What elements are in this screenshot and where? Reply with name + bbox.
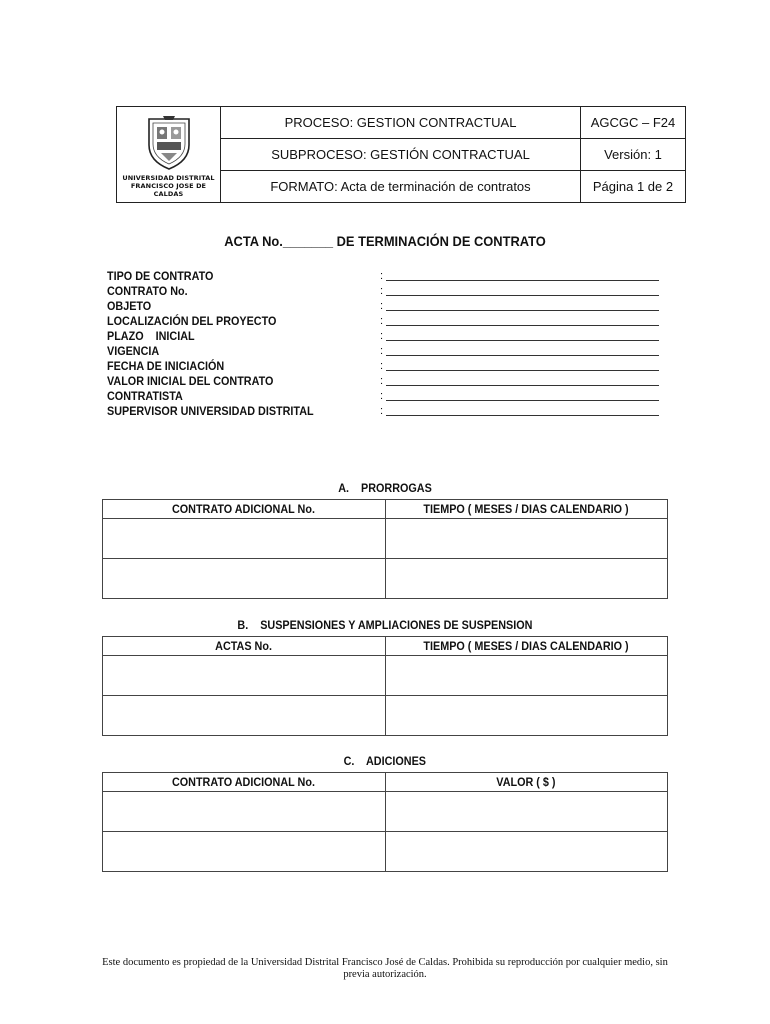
field-input-line[interactable] <box>386 405 659 416</box>
field-colon: : <box>380 284 384 297</box>
proceso-label: PROCESO: GESTION CONTRACTUAL <box>221 107 580 139</box>
table-cell[interactable] <box>103 696 386 736</box>
table-header-row <box>103 637 668 656</box>
section-c-title <box>0 754 770 768</box>
document-header <box>116 106 686 203</box>
section-c-title-text: C. ADICIONES <box>343 754 427 768</box>
column-header-text: CONTRATO ADICIONAL No. <box>172 775 316 789</box>
field-row <box>107 298 667 313</box>
field-label: CONTRATISTA <box>107 388 183 403</box>
field-row <box>107 268 667 283</box>
field-colon: : <box>380 389 384 402</box>
column-header-text: TIEMPO ( MESES / DIAS CALENDARIO ) <box>423 502 629 516</box>
field-row <box>107 328 667 343</box>
field-label: SUPERVISOR UNIVERSIDAD DISTRITAL <box>107 403 314 418</box>
field-row <box>107 373 667 388</box>
table-row <box>103 792 668 832</box>
table-row <box>103 696 668 736</box>
suspensiones-table <box>102 636 668 736</box>
table-cell[interactable] <box>385 519 668 559</box>
field-label: VALOR INICIAL DEL CONTRATO <box>107 373 274 388</box>
table-cell[interactable] <box>385 656 668 696</box>
field-row <box>107 283 667 298</box>
logo-line-1: UNIVERSIDAD DISTRITAL <box>122 174 215 182</box>
field-label: CONTRATO No. <box>107 283 188 298</box>
field-row <box>107 358 667 373</box>
field-label: OBJETO <box>107 298 152 313</box>
adiciones-table <box>102 772 668 872</box>
field-colon: : <box>380 359 384 372</box>
field-input-line[interactable] <box>386 390 659 401</box>
field-colon: : <box>380 404 384 417</box>
table-row <box>103 832 668 872</box>
column-header-text: TIEMPO ( MESES / DIAS CALENDARIO ) <box>423 639 629 653</box>
section-b-title-text: B. SUSPENSIONES Y AMPLIACIONES DE SUSPENSION <box>237 618 533 632</box>
column-header-text: VALOR ( $ ) <box>496 775 556 789</box>
column-header-text: CONTRATO ADICIONAL No. <box>172 502 316 516</box>
field-input-line[interactable] <box>386 345 659 356</box>
section-a-title-text: A. PRORROGAS <box>338 481 432 495</box>
section-b-title <box>0 618 770 632</box>
field-input-line[interactable] <box>386 330 659 341</box>
section-a-title <box>0 481 770 495</box>
column-header <box>103 500 386 519</box>
field-row <box>107 343 667 358</box>
field-input-line[interactable] <box>386 315 659 326</box>
footer-notice <box>100 957 670 981</box>
formato-label: FORMATO: Acta de terminación de contratos <box>270 179 531 194</box>
field-colon: : <box>380 374 384 387</box>
logo-line-2: FRANCISCO JOSE DE CALDAS <box>130 182 207 198</box>
field-label: VIGENCIA <box>107 343 160 358</box>
column-header <box>103 773 386 792</box>
version-label: Versión: 1 <box>581 139 685 171</box>
codigo-label: AGCGC – F24 <box>581 107 685 139</box>
column-header <box>385 500 668 519</box>
column-header-text: ACTAS No. <box>215 639 273 653</box>
contract-fields <box>107 268 667 418</box>
field-colon: : <box>380 314 384 327</box>
field-input-line[interactable] <box>386 270 659 281</box>
header-middle <box>221 107 581 202</box>
subproceso-label: SUBPROCESO: GESTIÓN CONTRACTUAL <box>221 139 580 171</box>
field-row <box>107 388 667 403</box>
table-row <box>103 656 668 696</box>
field-colon: : <box>380 299 384 312</box>
table-cell[interactable] <box>103 559 386 599</box>
table-cell[interactable] <box>103 832 386 872</box>
university-crest-icon <box>143 115 195 171</box>
field-label: FECHA DE INICIACIÓN <box>107 358 225 373</box>
field-input-line[interactable] <box>386 285 659 296</box>
footer-line-1: Este documento es propiedad de la Universidad Distrital Francisco José de Caldas. Prohibida su reproducción por cualquier medio, sin <box>102 957 668 968</box>
field-label: TIPO DE CONTRATO <box>107 268 214 283</box>
footer-line-2: previa autorización. <box>343 969 427 980</box>
table-row <box>103 559 668 599</box>
field-label: LOCALIZACIÓN DEL PROYECTO <box>107 313 277 328</box>
field-colon: : <box>380 329 384 342</box>
table-cell[interactable] <box>103 792 386 832</box>
prorrogas-table <box>102 499 668 599</box>
field-label: PLAZO INICIAL <box>107 328 195 343</box>
column-header <box>385 637 668 656</box>
table-cell[interactable] <box>385 792 668 832</box>
table-cell[interactable] <box>385 696 668 736</box>
document-title: ACTA No._______ DE TERMINACIÓN DE CONTRATO <box>224 233 546 249</box>
field-input-line[interactable] <box>386 360 659 371</box>
field-input-line[interactable] <box>386 375 659 386</box>
table-header-row <box>103 773 668 792</box>
table-header-row <box>103 500 668 519</box>
logo-text <box>117 174 220 198</box>
field-colon: : <box>380 269 384 282</box>
field-row <box>107 403 667 418</box>
table-cell[interactable] <box>385 832 668 872</box>
logo-cell <box>117 107 221 202</box>
table-cell[interactable] <box>103 519 386 559</box>
table-cell[interactable] <box>385 559 668 599</box>
field-row <box>107 313 667 328</box>
table-row <box>103 519 668 559</box>
header-right <box>581 107 685 202</box>
column-header <box>103 637 386 656</box>
pagina-label: Página 1 de 2 <box>592 179 674 194</box>
field-input-line[interactable] <box>386 300 659 311</box>
table-cell[interactable] <box>103 656 386 696</box>
field-colon: : <box>380 344 384 357</box>
column-header <box>385 773 668 792</box>
